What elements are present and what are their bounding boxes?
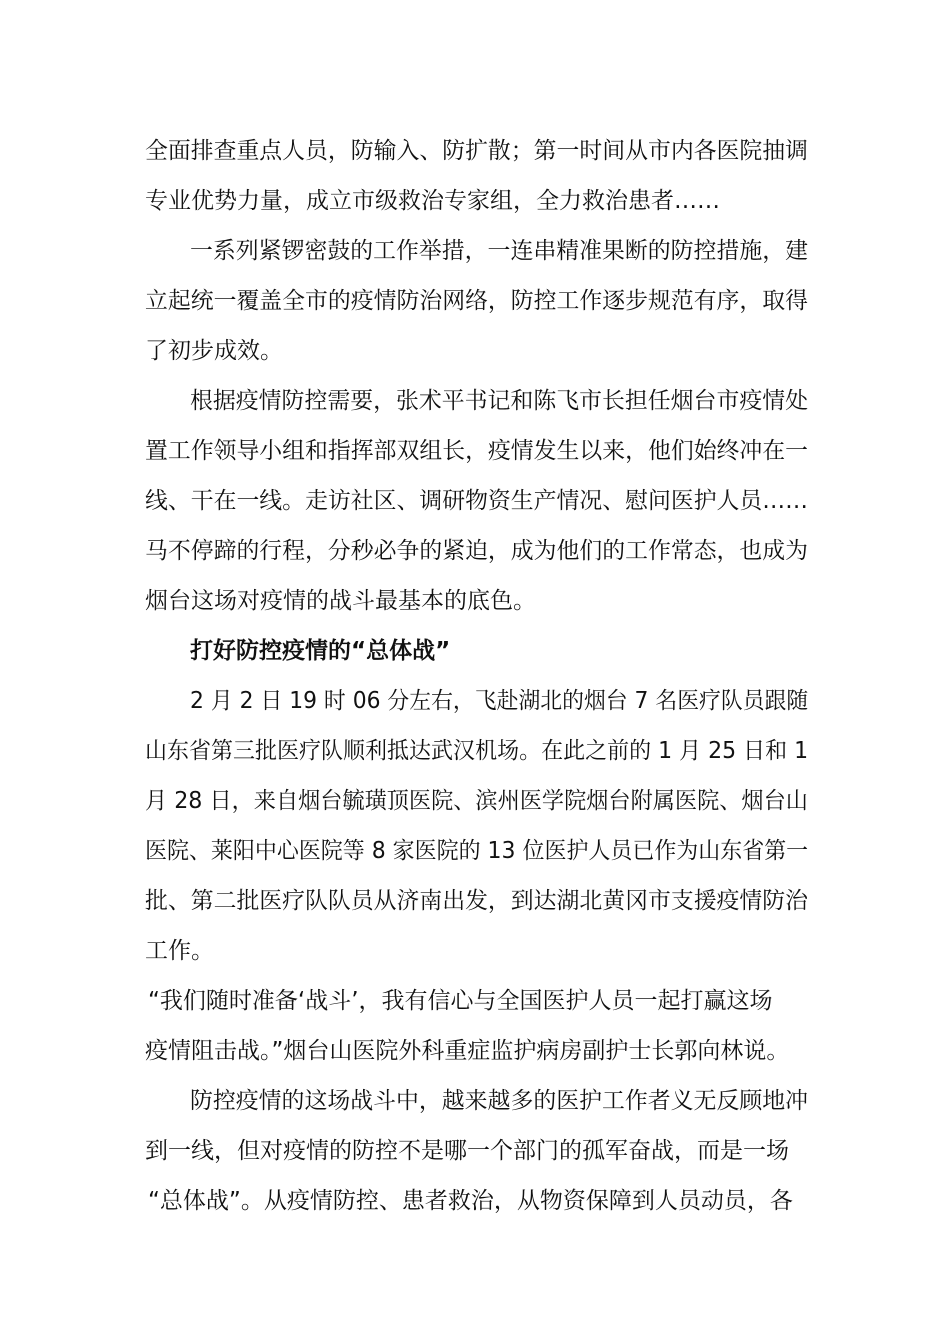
paragraph-line: 专业优势力量，成立市级救治专家组，全力救治患者…… xyxy=(145,188,720,214)
paragraph-line: 立起统一覆盖全市的疫情防治网络，防控工作逐步规范有序，取得 xyxy=(145,288,808,314)
paragraph-line: 防控疫情的这场战斗中，越来越多的医护工作者义无反顾地冲 xyxy=(190,1088,808,1114)
paragraph-line: 月 28 日，来自烟台毓璜顶医院、滨州医学院烟台附属医院、烟台山 xyxy=(145,788,808,814)
paragraph-line: 工作。 xyxy=(145,938,214,964)
paragraph-line: 批、第二批医疗队队员从济南出发，到达湖北黄冈市支援疫情防治 xyxy=(145,888,808,914)
paragraph-line: 烟台这场对疫情的战斗最基本的底色。 xyxy=(145,588,536,614)
paragraph-line: 山东省第三批医疗队顺利抵达武汉机场。在此之前的 1 月 25 日和 1 xyxy=(145,738,809,764)
paragraph-line: “总体战”。从疫情防控、患者救治，从物资保障到人员动员，各 xyxy=(148,1188,793,1214)
paragraph-line: 置工作领导小组和指挥部双组长，疫情发生以来，他们始终冲在一 xyxy=(145,438,808,464)
paragraph-line: “我们随时准备‘战斗’，我有信心与全国医护人员一起打赢这场 xyxy=(148,988,773,1014)
paragraph-line: 马不停蹄的行程，分秒必争的紧迫，成为他们的工作常态，也成为 xyxy=(145,538,808,564)
paragraph-line: 线、干在一线。走访社区、调研物资生产情况、慰问医护人员…… xyxy=(145,488,808,514)
paragraph-line: 了初步成效。 xyxy=(145,338,283,364)
paragraph-line: 一系列紧锣密鼓的工作举措，一连串精准果断的防控措施，建 xyxy=(190,238,808,264)
paragraph-line: 全面排查重点人员，防输入、防扩散；第一时间从市内各医院抽调 xyxy=(145,138,808,164)
paragraph-line: 根据疫情防控需要，张术平书记和陈飞市长担任烟台市疫情处 xyxy=(190,388,808,414)
paragraph-line: 2 月 2 日 19 时 06 分左右，飞赴湖北的烟台 7 名医疗队员跟随 xyxy=(190,688,809,714)
paragraph-line: 疫情阻击战。”烟台山医院外科重症监护病房副护士长郭向林说。 xyxy=(145,1038,790,1064)
section-heading: 打好防控疫情的“总体战” xyxy=(190,638,451,664)
paragraph-line: 到一线，但对疫情的防控不是哪一个部门的孤军奋战，而是一场 xyxy=(145,1138,789,1164)
paragraph-line: 医院、莱阳中心医院等 8 家医院的 13 位医护人员已作为山东省第一 xyxy=(145,838,809,864)
